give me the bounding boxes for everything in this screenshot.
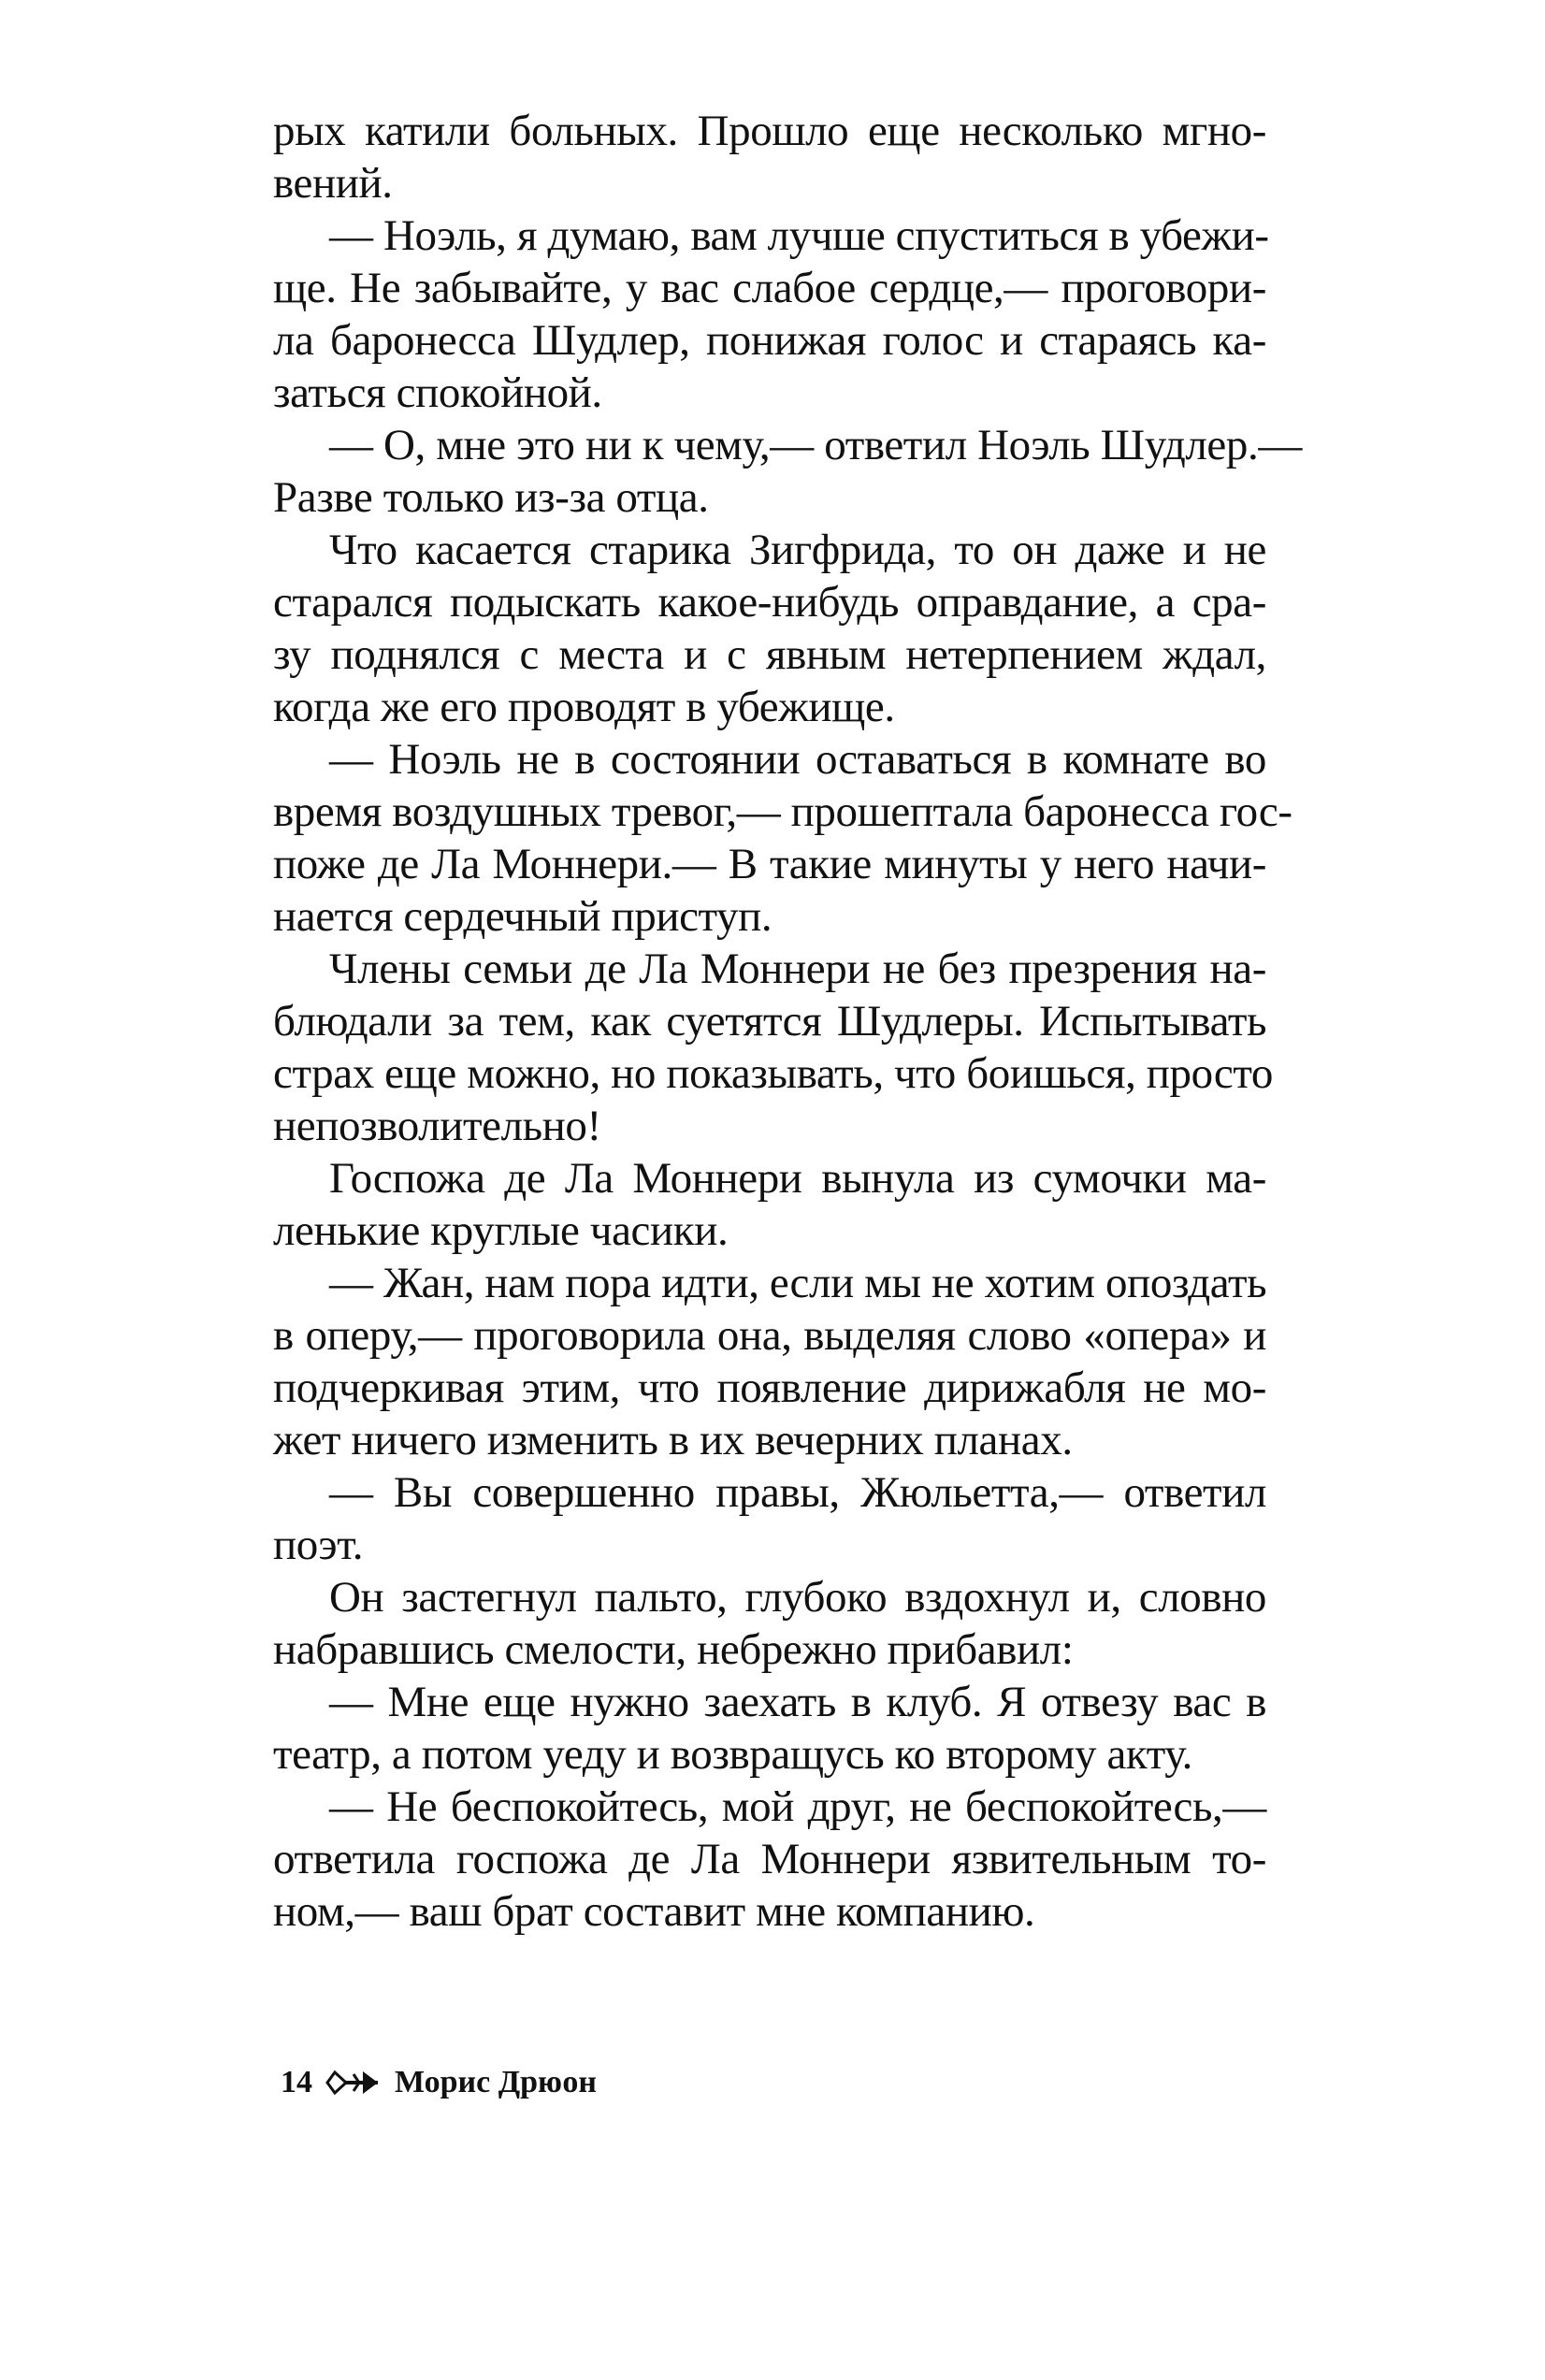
- text-line-18: блюдали за тем, как суетятся Шудлеры. Испытывать: [273, 997, 1266, 1046]
- text-line-26: жет ничего изменить в их вечерних планах.: [273, 1416, 1073, 1464]
- text-line-9: Что касается старика Зигфрида, то он даже и не: [329, 526, 1266, 574]
- text-line-28: поэт.: [273, 1521, 364, 1569]
- text-line-27: — Вы совершенно правы, Жюльетта,— ответил: [329, 1468, 1266, 1517]
- page-number: 14: [281, 2065, 312, 2099]
- text-line-20: непозволительно!: [273, 1102, 601, 1150]
- text-line-5: ла баронесса Шудлер, понижая голос и стараясь ка-: [273, 316, 1266, 365]
- text-line-22: ленькие круглые часики.: [273, 1206, 729, 1255]
- text-line-23: — Жан, нам пора идти, если мы не хотим опоздать: [329, 1259, 1267, 1307]
- text-line-29: Он застегнул пальто, глубоко вздохнул и, словно: [329, 1573, 1266, 1622]
- text-line-10: старался подыскать какое-нибудь оправдание, а сра-: [273, 578, 1266, 627]
- text-line-31: — Мне еще нужно заехать в клуб. Я отвезу вас в: [329, 1678, 1266, 1726]
- page-footer: [281, 2059, 597, 2106]
- text-line-35: ном,— ваш брат составит мне компанию.: [273, 1887, 1035, 1936]
- text-line-1: рых катили больных. Прошло еще несколько мгно-: [273, 107, 1266, 155]
- page-text: [273, 105, 1302, 1938]
- text-line-3: — Ноэль, я думаю, вам лучше спуститься в убежи-: [329, 211, 1269, 260]
- text-line-12: когда же его проводят в убежище.: [273, 683, 895, 731]
- text-line-30: набравшись смелости, небрежно прибавил:: [273, 1625, 1074, 1674]
- author-name: Морис Дрюон: [395, 2065, 598, 2099]
- text-line-13: — Ноэль не в состоянии оставаться в комнате во: [329, 735, 1266, 784]
- text-line-34: ответила госпожа де Ла Моннери язвительным то-: [273, 1835, 1266, 1883]
- text-line-6: заться спокойной.: [273, 368, 602, 417]
- text-line-25: подчеркивая этим, что появление дирижабля не мо-: [273, 1363, 1266, 1412]
- ornament-arrow-icon: [325, 2069, 380, 2097]
- text-line-21: Госпожа де Ла Моннери вынула из сумочки ма-: [329, 1154, 1266, 1203]
- text-line-24: в оперу,— проговорила она, выделяя слово «опера» и: [273, 1311, 1266, 1360]
- text-line-14: время воздушных тревог,— прошептала баронесса гос-: [273, 787, 1292, 836]
- text-line-33: — Не беспокойтесь, мой друг, не беспокойтесь,—: [329, 1782, 1266, 1831]
- text-line-17: Члены семьи де Ла Моннери не без презрения на-: [329, 945, 1266, 993]
- text-line-32: театр, а потом уеду и возвращусь ко второму акту.: [273, 1730, 1192, 1779]
- text-line-16: нается сердечный приступ.: [273, 892, 772, 941]
- text-line-7: — О, мне это ни к чему,— ответил Ноэль Шудлер.—: [329, 421, 1302, 469]
- text-line-4: ще. Не забывайте, у вас слабое сердце,— проговори-: [273, 264, 1266, 312]
- text-line-15: поже де Ла Моннери.— В такие минуты у него начи-: [273, 840, 1266, 888]
- text-line-11: зу поднялся с места и с явным нетерпением ждал,: [273, 630, 1266, 679]
- text-line-8: Разве только из-за отца.: [273, 473, 709, 522]
- text-line-19: страх еще можно, но показывать, что боишься, просто: [273, 1049, 1273, 1098]
- text-line-2: вений.: [273, 159, 393, 208]
